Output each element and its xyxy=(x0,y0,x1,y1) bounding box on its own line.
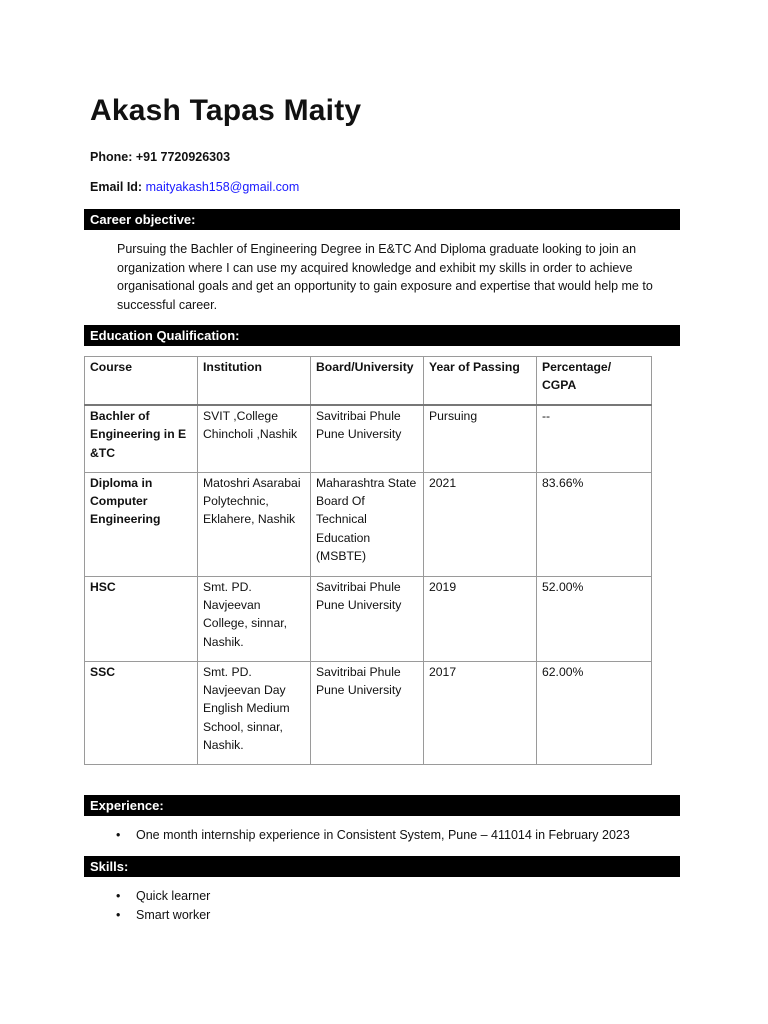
list-item: • Quick learner xyxy=(116,887,210,906)
phone-text: Phone: +91 7720926303 xyxy=(90,150,231,164)
percentage-cell: 52.00% xyxy=(537,576,652,661)
year-cell: Pursuing xyxy=(424,405,537,472)
table-row xyxy=(85,576,652,661)
experience-heading: Experience: xyxy=(84,795,680,816)
institution-cell: SVIT ,College Chincholi ,Nashik xyxy=(198,405,311,472)
education-table xyxy=(84,356,652,765)
list-item: • Smart worker xyxy=(116,906,210,925)
institution-cell: Smt. PD. Navjeevan Day English Medium School, sinnar, Nashik. xyxy=(198,661,311,764)
year-cell: 2017 xyxy=(424,661,537,764)
skills-list xyxy=(116,887,210,924)
candidate-name: Akash Tapas Maity xyxy=(90,94,362,127)
table-row xyxy=(85,405,652,472)
year-cell: 2019 xyxy=(424,576,537,661)
table-row xyxy=(85,472,652,576)
percentage-cell: 62.00% xyxy=(537,661,652,764)
board-cell: Savitribai Phule Pune University xyxy=(311,576,424,661)
email-label: Email Id: xyxy=(90,180,146,194)
column-header-board: Board/University xyxy=(311,357,424,406)
table-row xyxy=(85,661,652,764)
board-cell: Savitribai Phule Pune University xyxy=(311,405,424,472)
percentage-cell: -- xyxy=(537,405,652,472)
table-header-row xyxy=(85,357,652,406)
board-cell: Savitribai Phule Pune University xyxy=(311,661,424,764)
skills-heading: Skills: xyxy=(84,856,680,877)
course-cell: SSC xyxy=(85,661,198,764)
course-cell: HSC xyxy=(85,576,198,661)
career-objective-heading: Career objective: xyxy=(84,209,680,230)
email-link[interactable]: maityakash158@gmail.com xyxy=(145,180,300,194)
board-cell: Maharashtra State Board Of Technical Education (MSBTE) xyxy=(311,472,424,576)
course-cell: Diploma in Computer Engineering xyxy=(85,472,198,576)
course-cell: Bachler of Engineering in E &TC xyxy=(85,405,198,472)
institution-cell: Matoshri Asarabai Polytechnic, Eklahere, Nashik xyxy=(198,472,311,576)
institution-cell: Smt. PD. Navjeevan College, sinnar, Nashik. xyxy=(198,576,311,661)
column-header-institution: Institution xyxy=(198,357,311,406)
percentage-cell: 83.66% xyxy=(537,472,652,576)
experience-list xyxy=(116,826,630,845)
list-item: • One month internship experience in Consistent System, Pune – 411014 in February 2023 xyxy=(116,826,630,845)
email-line xyxy=(90,180,299,194)
column-header-course: Course xyxy=(85,357,198,406)
phone-line xyxy=(90,150,230,164)
year-cell: 2021 xyxy=(424,472,537,576)
education-heading: Education Qualification: xyxy=(84,325,680,346)
career-objective-text: Pursuing the Bachler of Engineering Degree in E&TC And Diploma graduate looking to join an organization where I can use my acquired knowledge and exhibit my skills in order to achieve organisational goals and get an opportunity to gain exposure and expertise that would help me to successful career. xyxy=(117,242,653,312)
column-header-year: Year of Passing xyxy=(424,357,537,406)
column-header-percentage: Percentage/ CGPA xyxy=(537,357,652,406)
